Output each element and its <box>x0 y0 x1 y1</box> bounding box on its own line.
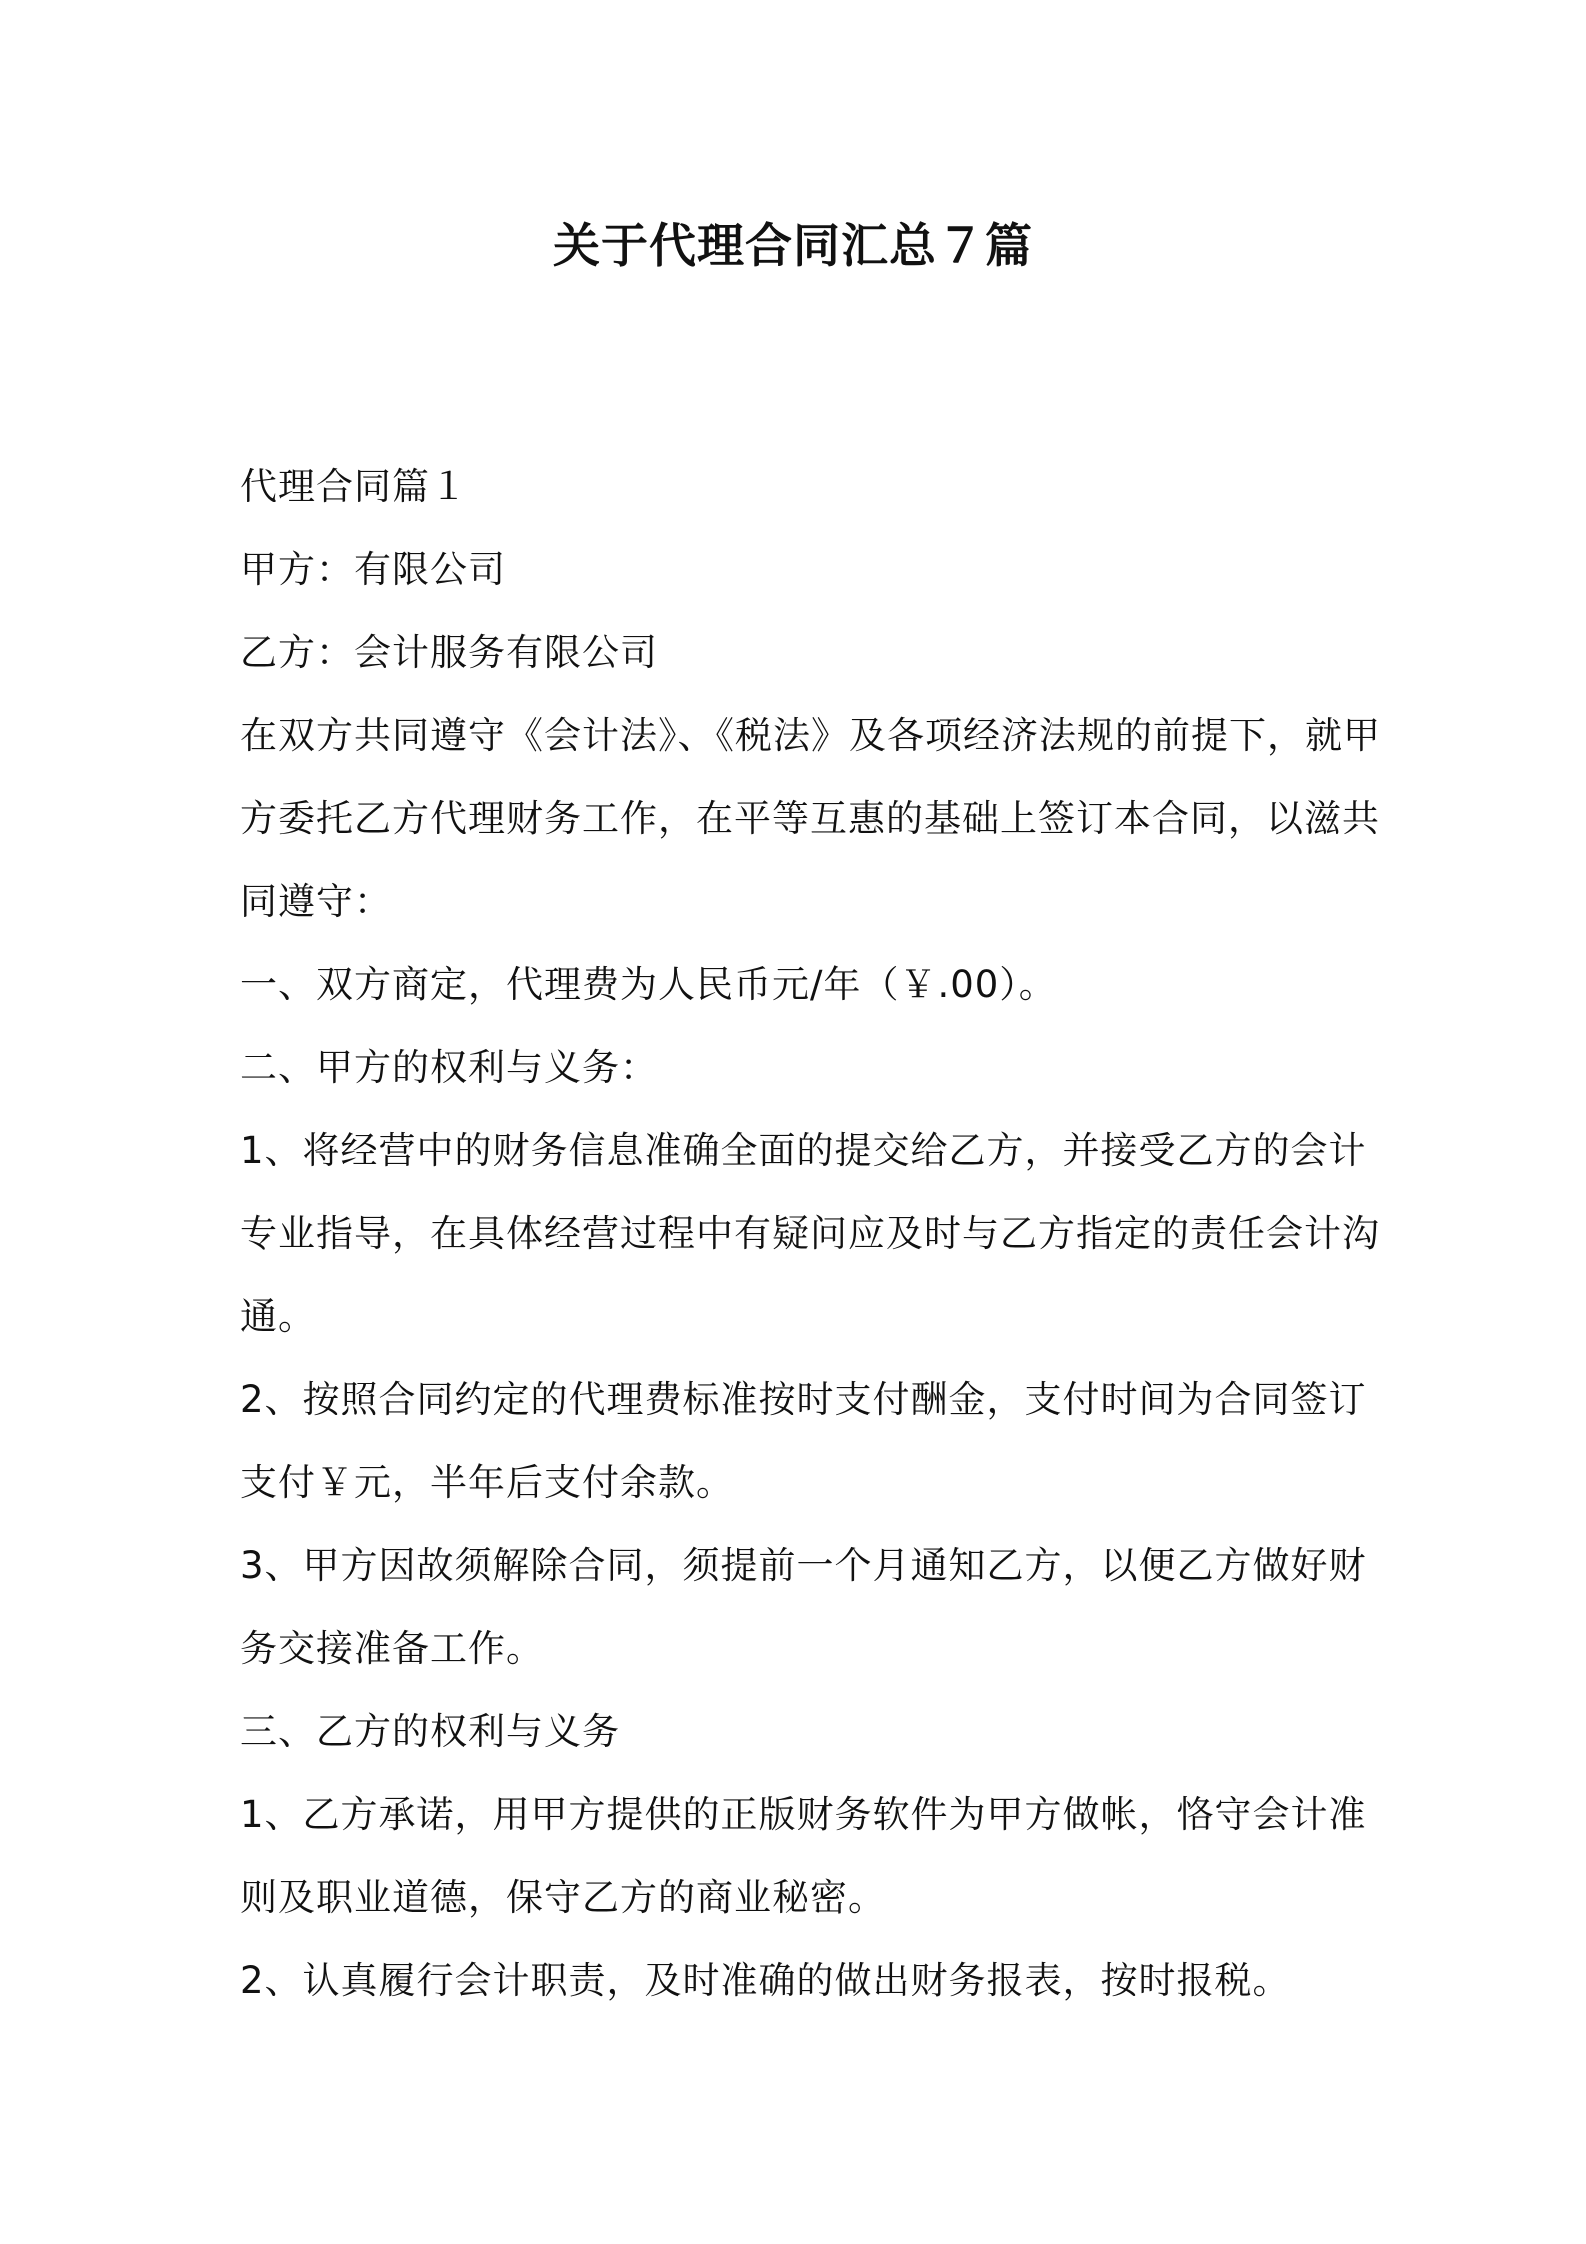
body-line: 方委托乙方代理财务工作，在平等互惠的基础上签订本合同，以滋共 <box>240 797 1380 840</box>
body-line: 同遵守： <box>240 880 392 923</box>
clause-heading: 二、甲方的权利与义务： <box>240 1046 658 1089</box>
clause-line: 一、双方商定，代理费为人民币元/年（￥.00）。 <box>240 963 1057 1006</box>
clause-line: 专业指导，在具体经营过程中有疑问应及时与乙方指定的责任会计沟 <box>240 1212 1380 1255</box>
party-b-line: 乙方：会计服务有限公司 <box>240 631 658 674</box>
body-line: 在双方共同遵守《会计法》、《税法》及各项经济法规的前提下，就甲 <box>240 714 1381 757</box>
clause-line: 1、乙方承诺，用甲方提供的正版财务软件为甲方做帐，恪守会计准 <box>240 1793 1367 1836</box>
clause-line: 务交接准备工作。 <box>240 1627 544 1670</box>
clause-line: 2、认真履行会计职责，及时准确的做出财务报表，按时报税。 <box>240 1959 1291 2002</box>
clause-line: 3、甲方因故须解除合同，须提前一个月通知乙方，以便乙方做好财 <box>240 1544 1367 1587</box>
party-a-line: 甲方：有限公司 <box>240 548 506 591</box>
document-title: 关于代理合同汇总７篇 <box>553 219 1033 274</box>
clause-heading: 三、乙方的权利与义务 <box>240 1710 620 1753</box>
clause-line: 支付￥元，半年后支付余款。 <box>240 1461 734 1504</box>
section-heading: 代理合同篇１ <box>240 465 468 508</box>
clause-line: 则及职业道德，保守乙方的商业秘密。 <box>240 1876 886 1919</box>
clause-line: 1、将经营中的财务信息准确全面的提交给乙方，并接受乙方的会计 <box>240 1129 1367 1172</box>
document-body <box>240 445 1381 2022</box>
clause-line: 通。 <box>240 1295 316 1338</box>
clause-line: 2、按照合同约定的代理费标准按时支付酬金，支付时间为合同签订 <box>240 1378 1367 1421</box>
